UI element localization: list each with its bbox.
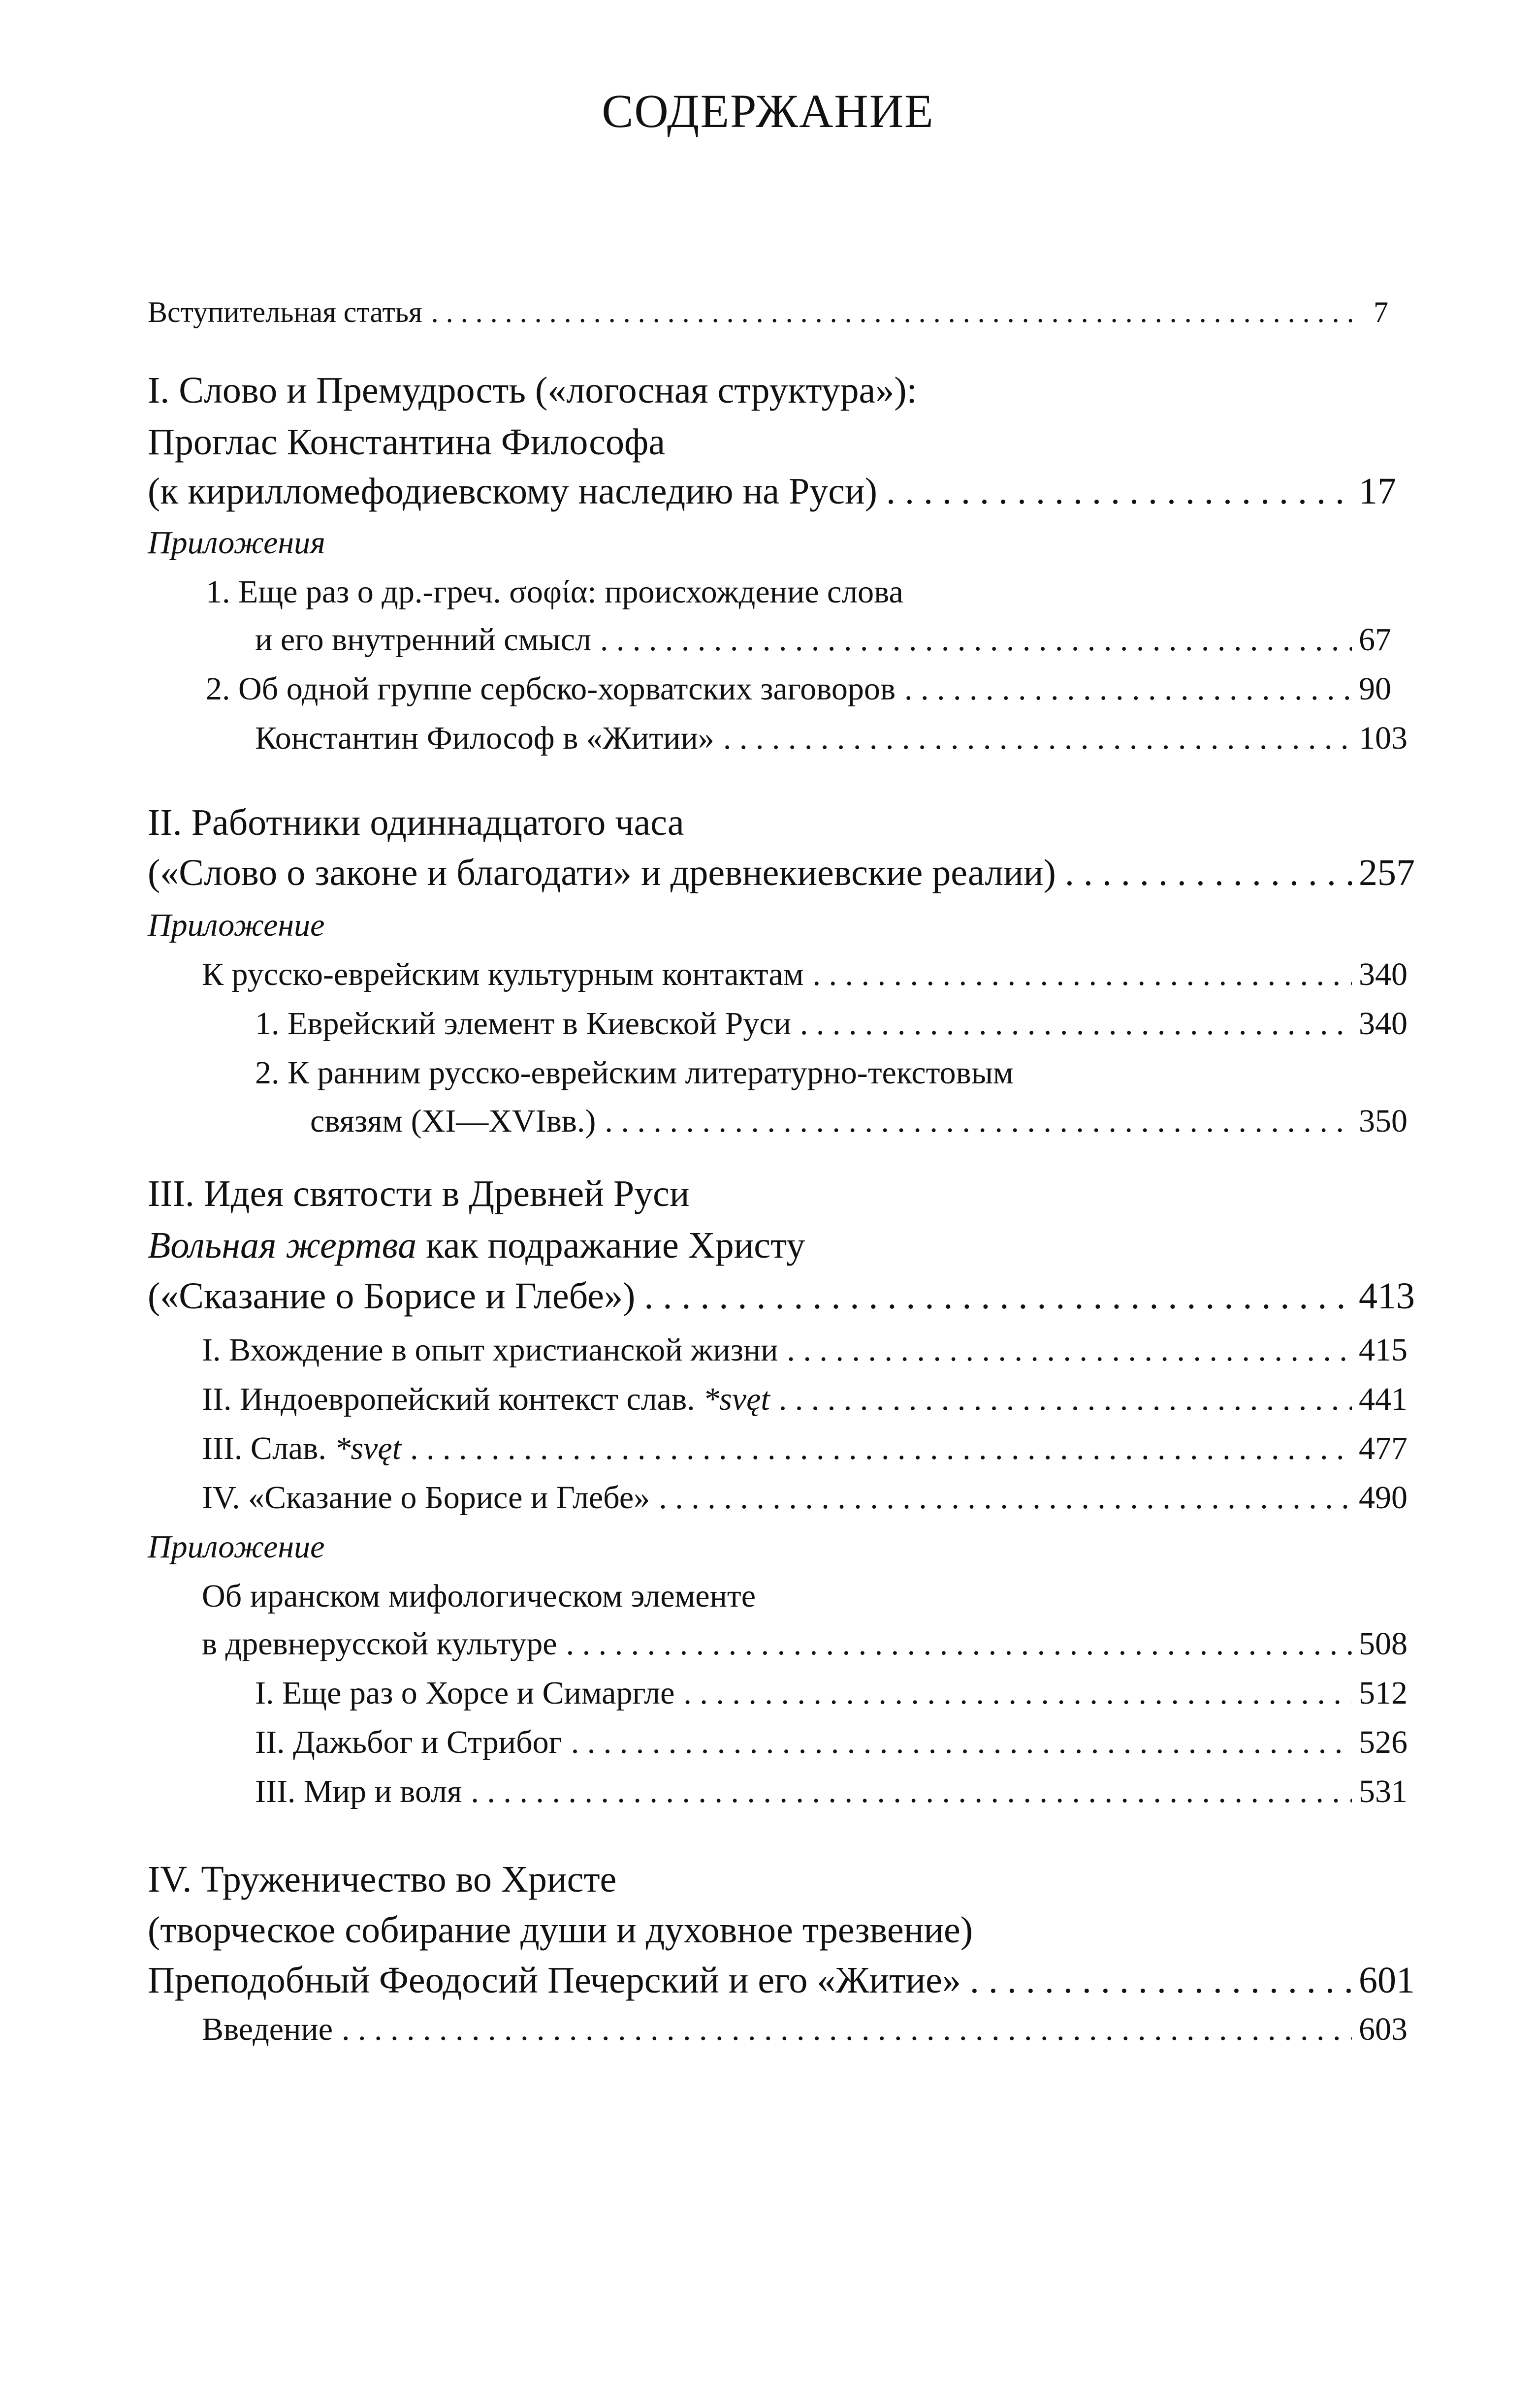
- appendix-label: Приложения: [148, 525, 325, 561]
- toc-entry-text: (к кирилломефодиевскому наследию на Руси): [148, 471, 877, 512]
- toc-entry-text: 1. Еврейский элемент в Киевской Руси: [255, 1006, 791, 1042]
- toc-entry: [202, 2011, 1408, 2048]
- toc-entry-text: I. Вхождение в опыт христианской жизни: [202, 1332, 778, 1368]
- toc-entry-text: К русско-еврейским культурным контактам: [202, 956, 804, 992]
- dot-leader: [886, 470, 1352, 513]
- dot-leader: [812, 956, 1352, 993]
- page-number: 526: [1359, 1724, 1408, 1760]
- section-heading: II. Работники одиннадцатого часа: [148, 802, 684, 843]
- page-number: 17: [1359, 471, 1396, 512]
- toc-entry: [202, 1430, 1408, 1467]
- toc-entry-text: Вступительная статья: [148, 296, 422, 328]
- section-subheading: [148, 1224, 805, 1267]
- toc-entry: [202, 1381, 1408, 1418]
- toc-entry: [148, 1959, 1415, 2002]
- page-number: 477: [1359, 1430, 1408, 1466]
- toc-entry-text: 2. К ранним русско-еврейским литературно-текстовым: [255, 1055, 1014, 1091]
- page-number: 603: [1359, 2011, 1408, 2047]
- toc-entry: [255, 1773, 1408, 1810]
- page-number: 508: [1359, 1626, 1408, 1662]
- page-number: 512: [1359, 1675, 1408, 1711]
- dot-leader: [566, 1625, 1352, 1663]
- toc-entry: [255, 1724, 1408, 1761]
- page-title: СОДЕРЖАНИЕ: [602, 85, 934, 137]
- page-number: 601: [1359, 1960, 1415, 2001]
- page-number: 103: [1359, 720, 1408, 756]
- toc-entry-text: связям (XI—XVIвв.): [310, 1103, 596, 1139]
- page-number: 490: [1359, 1480, 1408, 1516]
- toc-entry-text: II. Дажьбог и Стрибог: [255, 1724, 562, 1760]
- dot-leader: [571, 1724, 1352, 1761]
- dot-leader: [431, 295, 1352, 329]
- toc-entry-text: в древнерусской культуре: [202, 1626, 557, 1662]
- toc-entry-text: IV. «Сказание о Борисе и Глебе»: [202, 1480, 650, 1516]
- section-subheading: (творческое собирание души и духовное трезвение): [148, 1909, 973, 1951]
- section-heading: III. Идея святости в Древней Руси: [148, 1173, 690, 1214]
- toc-entry-text: Преподобный Феодосий Печерский и его «Житие»: [148, 1960, 961, 2001]
- page-number: 340: [1359, 956, 1408, 992]
- toc-entry: [255, 1005, 1408, 1043]
- toc-entry: [206, 670, 1391, 708]
- toc-entry: [255, 1675, 1408, 1712]
- dot-leader: [723, 720, 1352, 757]
- toc-entry-text: 1. Еще раз о др.-греч. σοφία: происхождение слова: [206, 574, 903, 610]
- dot-leader: [683, 1675, 1352, 1712]
- toc-entry: [148, 1275, 1415, 1318]
- dot-leader: [904, 670, 1352, 708]
- toc-entry-text: и его внутренний смысл: [255, 622, 591, 658]
- entry-text-part: II. Индоевропейский контекст слав.: [202, 1381, 704, 1417]
- page-number: 415: [1359, 1332, 1408, 1368]
- dot-leader: [659, 1479, 1352, 1517]
- toc-entry: [202, 956, 1408, 993]
- dot-leader: [410, 1430, 1352, 1467]
- page-number: 67: [1359, 622, 1391, 658]
- toc-entry-text: («Сказание о Борисе и Глебе»): [148, 1275, 636, 1317]
- dot-leader: [800, 1005, 1352, 1043]
- section-subheading: Проглас Константина Философа: [148, 421, 665, 463]
- dot-leader: [787, 1331, 1352, 1369]
- page-number: 350: [1359, 1103, 1408, 1139]
- toc-entry: [202, 1331, 1408, 1369]
- dot-leader: [779, 1381, 1352, 1418]
- entry-text-part: III. Слав.: [202, 1430, 335, 1466]
- entry-text-italic: *svęt: [703, 1381, 770, 1417]
- toc-entry: [148, 852, 1415, 894]
- page-number: 90: [1359, 671, 1391, 707]
- toc-entry-intro: [148, 295, 1388, 329]
- page-number: 7: [1374, 296, 1388, 328]
- toc-entry: [255, 720, 1408, 757]
- entry-text-italic: *svęt: [334, 1430, 401, 1466]
- toc-entry-text: Введение: [202, 2011, 333, 2047]
- section-heading: I. Слово и Премудрость («логосная структура»):: [148, 370, 917, 411]
- dot-leader: [1065, 852, 1352, 894]
- dot-leader: [605, 1103, 1352, 1140]
- page-number: 531: [1359, 1774, 1408, 1809]
- dot-leader: [471, 1773, 1352, 1810]
- appendix-label: Приложение: [148, 907, 325, 943]
- subheading-rest: как подражание Христу: [416, 1225, 805, 1266]
- page-number: 413: [1359, 1275, 1415, 1317]
- toc-entry-text: 2. Об одной группе сербско-хорватских заговоров: [206, 671, 896, 707]
- toc-entry: [148, 470, 1396, 513]
- section-heading: IV. Труженичество во Христе: [148, 1859, 617, 1900]
- toc-entry-text: [202, 1381, 770, 1418]
- toc-entry-text: Константин Философ в «Житии»: [255, 720, 714, 756]
- dot-leader: [970, 1959, 1352, 2002]
- dot-leader: [600, 621, 1352, 659]
- toc-entry-text: («Слово о законе и благодати» и древнекиевские реалии): [148, 852, 1056, 893]
- italic-phrase: Вольная жертва: [148, 1225, 417, 1266]
- toc-entry: [255, 621, 1391, 659]
- appendix-label: Приложение: [148, 1529, 325, 1565]
- toc-entry-text: Об иранском мифологическом элементе: [202, 1578, 756, 1614]
- page-number: 257: [1359, 852, 1415, 893]
- toc-entry-text: III. Мир и воля: [255, 1774, 462, 1809]
- toc-entry: [310, 1103, 1408, 1140]
- toc-entry-text: I. Еще раз о Хорсе и Симаргле: [255, 1675, 675, 1711]
- page-number: 441: [1359, 1381, 1408, 1417]
- page-number: 340: [1359, 1006, 1408, 1042]
- toc-entry: [202, 1479, 1408, 1517]
- toc-entry: [202, 1625, 1408, 1663]
- dot-leader: [644, 1275, 1352, 1318]
- toc-entry-text: [202, 1430, 401, 1467]
- dot-leader: [342, 2011, 1352, 2048]
